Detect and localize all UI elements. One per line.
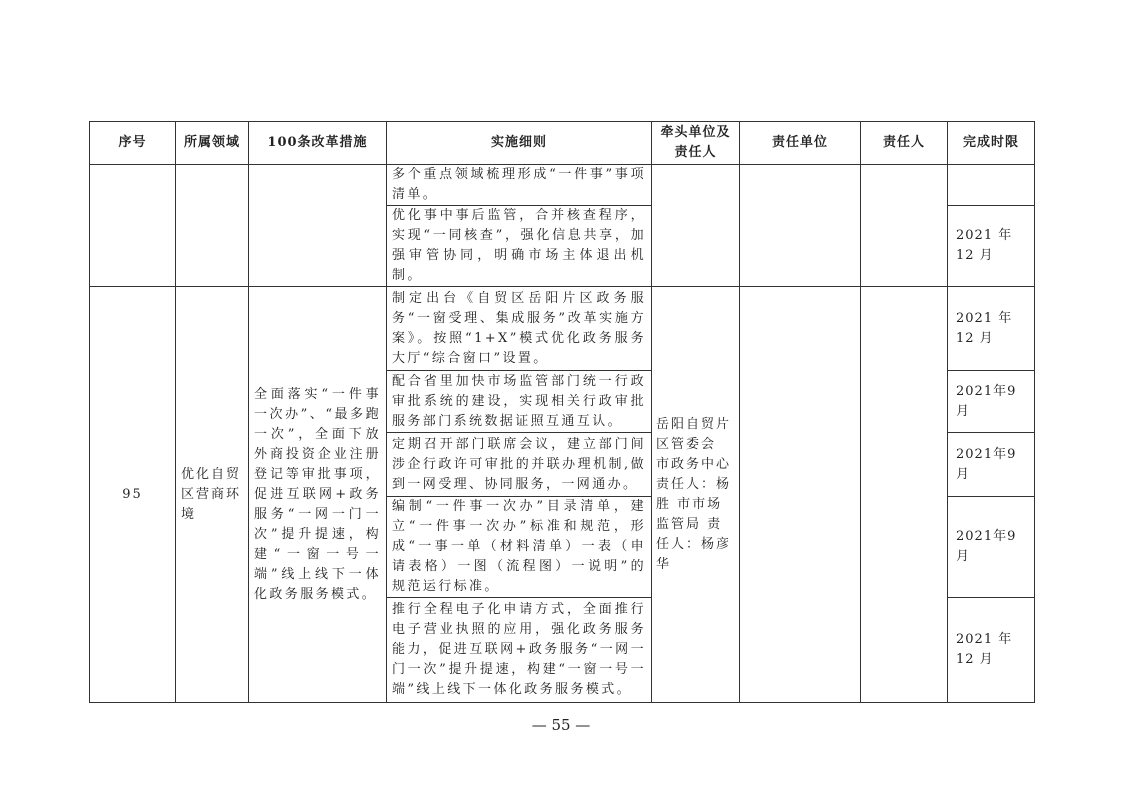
header-lead: 牵头单位及责任人 (652, 122, 740, 165)
lead-cell (652, 165, 740, 287)
domain-cell (176, 165, 249, 287)
deadline-cell: 2021年9月 (948, 497, 1035, 598)
reform-measures-table (89, 121, 1035, 703)
header-measure: 100条改革措施 (249, 122, 387, 165)
header-deadline: 完成时限 (948, 122, 1035, 165)
table-row (90, 287, 1035, 371)
lead-cell: 岳阳自贸片区管委会 市政务中心 责任人：杨胜 市市场监管局 责任人：杨彦华 (652, 287, 740, 703)
seq-cell (90, 165, 176, 287)
deadline-cell: 2021 年 12 月 (948, 598, 1035, 703)
header-row (90, 122, 1035, 165)
table-row (90, 165, 1035, 206)
detail-cell: 定期召开部门联席会议，建立部门间涉企行政许可审批的并联办理机制,做到一网受理、协同服务，一网通办。 (387, 433, 652, 497)
detail-cell: 制定出台《自贸区岳阳片区政务服务“一窗受理、集成服务”改革实施方案》。按照“1+X”模式优化政务服务大厅“综合窗口”设置。 (387, 287, 652, 371)
domain-cell: 优化自贸区营商环境 (176, 287, 249, 703)
detail-cell: 推行全程电子化申请方式，全面推行电子营业执照的应用，强化政务服务能力，促进互联网+政务服务“一网一门一次”提升提速，构建“一窗一号一端”线上线下一体化政务服务模式。 (387, 598, 652, 703)
detail-cell: 多个重点领域梳理形成“一件事”事项清单。 (387, 165, 652, 206)
header-seq: 序号 (90, 122, 176, 165)
detail-cell: 配合省里加快市场监管部门统一行政审批系统的建设，实现相关行政审批服务部门系统数据证照互通互认。 (387, 371, 652, 433)
measure-cell (249, 165, 387, 287)
deadline-cell (948, 165, 1035, 206)
header-unit: 责任单位 (740, 122, 861, 165)
header-domain: 所属领域 (176, 122, 249, 165)
person-cell (861, 287, 948, 703)
page-number: — 55 — (531, 716, 591, 734)
deadline-cell: 2021 年 12 月 (948, 206, 1035, 287)
detail-cell: 编制“一件事一次办”目录清单，建立“一件事一次办”标准和规范，形成“一事一单（材料清单）一表（申请表格）一图（流程图）一说明”的规范运行标准。 (387, 497, 652, 598)
header-detail: 实施细则 (387, 122, 652, 165)
detail-cell: 优化事中事后监管，合并核查程序，实现“一同核查”，强化信息共享，加强审管协同，明确市场主体退出机制。 (387, 206, 652, 287)
header-person: 责任人 (861, 122, 948, 165)
unit-cell (740, 165, 861, 287)
measure-cell: 全面落实“一件事一次办”、“最多跑一次”，全面下放外商投资企业注册登记等审批事项，促进互联网+政务服务“一网一门一次”提升提速，构建“一窗一号一端”线上线下一体化政务服务模式。 (249, 287, 387, 703)
deadline-cell: 2021 年 12 月 (948, 287, 1035, 371)
deadline-cell: 2021年9月 (948, 371, 1035, 433)
deadline-cell: 2021年9月 (948, 433, 1035, 497)
unit-cell (740, 287, 861, 703)
person-cell (861, 165, 948, 287)
seq-cell: 95 (90, 287, 176, 703)
